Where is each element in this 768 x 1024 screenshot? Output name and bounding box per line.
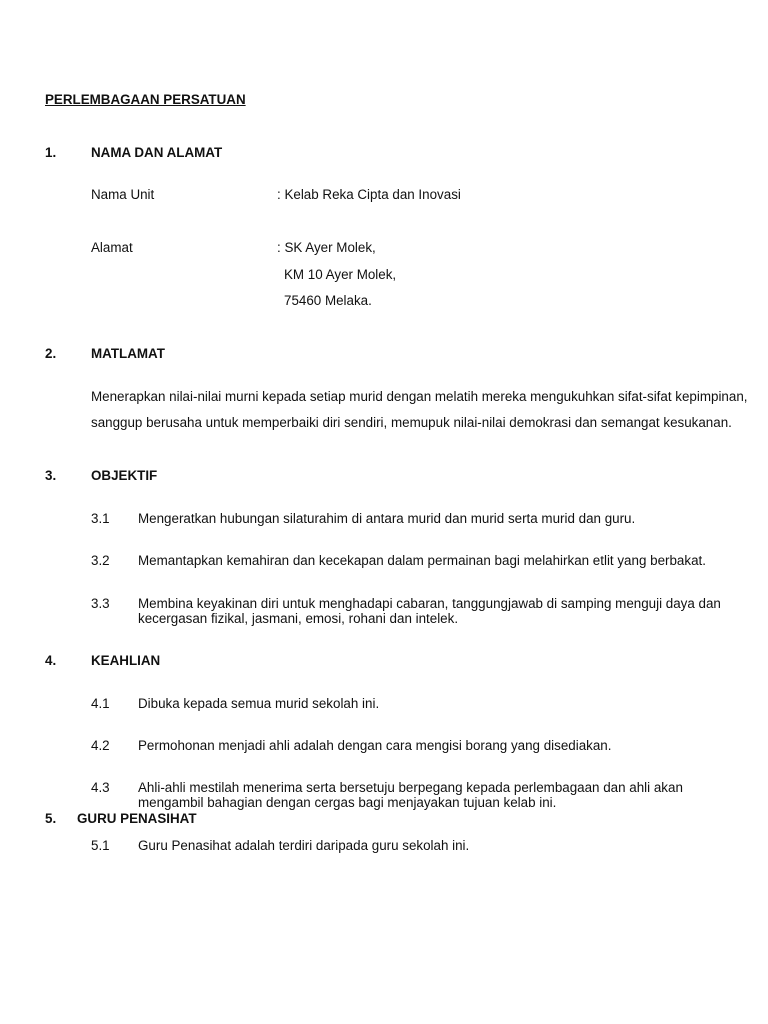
section-heading: KEAHLIAN — [91, 653, 161, 668]
section-number: 3. — [45, 468, 57, 483]
section-heading: MATLAMAT — [91, 346, 165, 361]
item-text-line: Ahli-ahli mestilah menerima serta bersetuju berpegang kepada perlembagaan dan ahli akan — [138, 780, 683, 795]
item-text-line: kecergasan fizikal, jasmani, emosi, rohani dan intelek. — [138, 611, 459, 626]
section-number: 2. — [45, 346, 57, 361]
section-number: 5. — [45, 811, 57, 826]
field-value: : SK Ayer Molek, — [277, 240, 376, 255]
paragraph-line: sanggup berusaha untuk memperbaiki diri sendiri, memupuk nilai-nilai demokrasi dan semangat kesukanan. — [91, 415, 732, 430]
item-number: 3.1 — [91, 511, 110, 526]
field-value: : Kelab Reka Cipta dan Inovasi — [277, 187, 461, 202]
item-number: 3.3 — [91, 596, 110, 611]
field-value: 75460 Melaka. — [284, 293, 372, 308]
section-number: 4. — [45, 653, 57, 668]
field-label: Nama Unit — [91, 187, 155, 202]
document-title: PERLEMBAGAAN PERSATUAN — [45, 92, 246, 107]
paragraph-line: Menerapkan nilai-nilai murni kepada setiap murid dengan melatih mereka mengukuhkan sifat-sifat kepimpinan, — [91, 389, 748, 404]
item-text: Guru Penasihat adalah terdiri daripada guru sekolah ini. — [138, 838, 470, 853]
item-text-line: Membina keyakinan diri untuk menghadapi cabaran, tanggungjawab di samping menguji daya dan — [138, 596, 721, 611]
item-text: Mengeratkan hubungan silaturahim di antara murid dan murid serta murid dan guru. — [138, 511, 636, 526]
item-number: 5.1 — [91, 838, 110, 853]
item-text: Dibuka kepada semua murid sekolah ini. — [138, 696, 380, 711]
item-number: 4.3 — [91, 780, 110, 795]
section-number: 1. — [45, 145, 57, 160]
section-heading: GURU PENASIHAT — [77, 811, 197, 826]
item-number: 4.1 — [91, 696, 110, 711]
field-value: KM 10 Ayer Molek, — [284, 267, 397, 282]
item-number: 3.2 — [91, 553, 110, 568]
section-heading: OBJEKTIF — [91, 468, 158, 483]
item-text: Memantapkan kemahiran dan kecekapan dalam permainan bagi melahirkan etlit yang berbakat. — [138, 553, 706, 568]
item-text-line: mengambil bahagian dengan cergas bagi menjayakan tujuan kelab ini. — [138, 795, 557, 810]
section-heading: NAMA DAN ALAMAT — [91, 145, 223, 160]
item-text: Permohonan menjadi ahli adalah dengan cara mengisi borang yang disediakan. — [138, 738, 612, 753]
field-label: Alamat — [91, 240, 133, 255]
item-number: 4.2 — [91, 738, 110, 753]
